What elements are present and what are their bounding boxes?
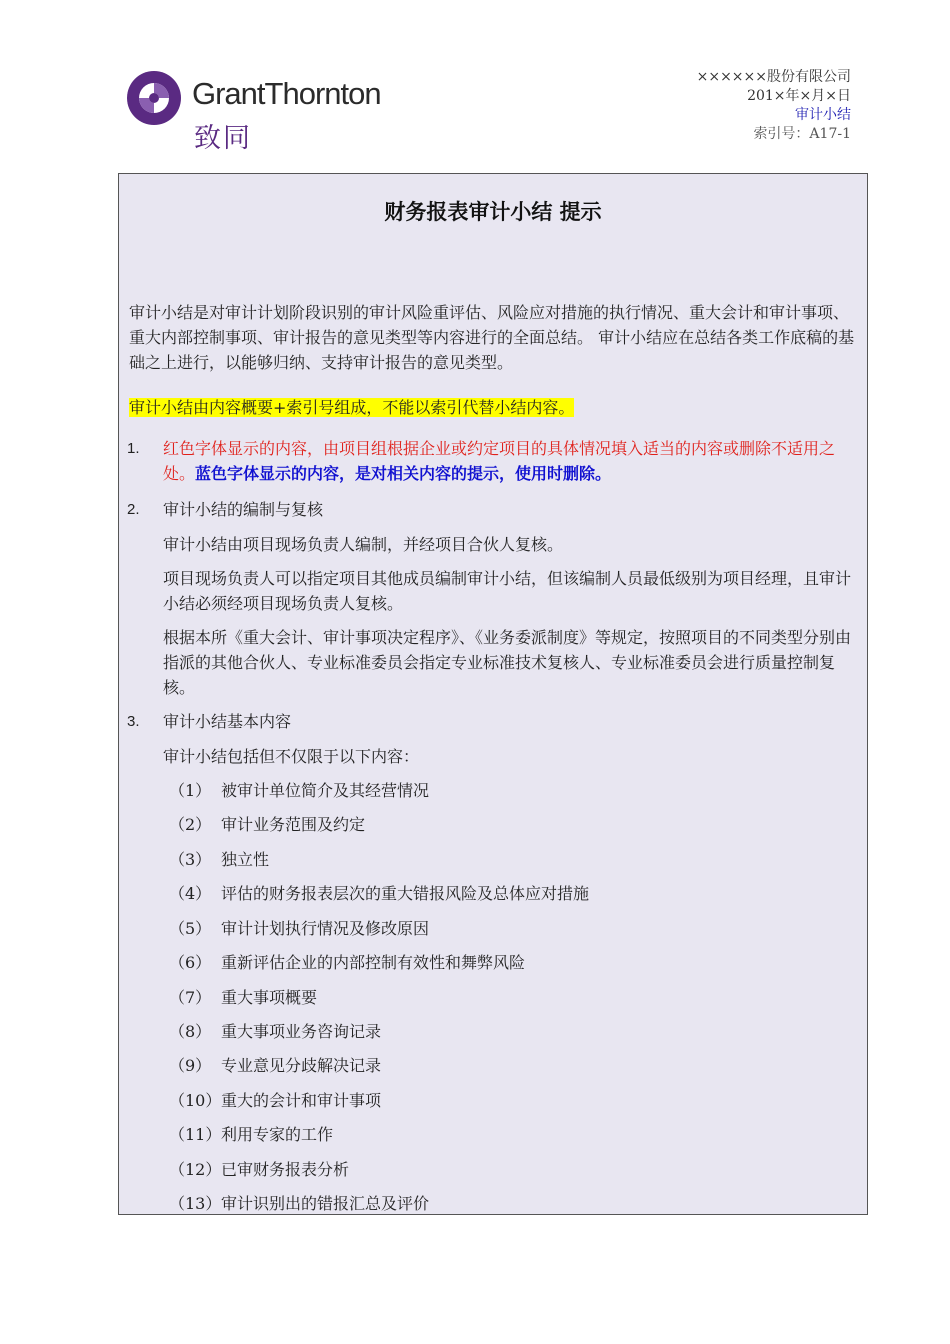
section-1-text (163, 436, 859, 486)
logo-wordmark: GrantThornton (192, 76, 381, 111)
list-item: （6） 重新评估企业的内部控制有效性和舞弊风险 (169, 953, 526, 972)
list-item: （4） 评估的财务报表层次的重大错报风险及总体应对措施 (169, 884, 590, 903)
intro-paragraph: 审计小结是对审计计划阶段识别的审计风险重评估、风险应对措施的执行情况、重大会计和审计事项、重大内部控制事项、审计报告的意见类型等内容进行的全面总结。 审计小结应在总结各类工作底稿的基础之上进行，以能够归纳、支持审计报告的意见类型。 (129, 303, 855, 372)
red-instruction: 红色字体显示的内容，由项目组根据企业或约定项目的具体情况填入适当的内容或删除不适用之处。 (163, 439, 836, 483)
list-item: （2） 审计业务范围及约定 (169, 815, 366, 834)
section-2-paragraph-1: 审计小结由项目现场负责人编制，并经项目合伙人复核。 (163, 535, 564, 554)
section-2-paragraph-2: 项目现场负责人可以指定项目其他成员编制审计小结，但该编制人员最低级别为项目经理，且审计小结必须经项目现场负责人复核。 (163, 569, 852, 613)
list-item: （13）审计识别出的错报汇总及评价 (169, 1194, 430, 1213)
document-date: 201×年×月×日 (747, 88, 851, 104)
list-item: （5） 审计计划执行情况及修改原因 (169, 919, 430, 938)
list-item: （3） 独立性 (169, 850, 270, 869)
list-item: （12）已审财务报表分析 (169, 1160, 350, 1179)
list-item: （10）重大的会计和审计事项 (169, 1091, 382, 1110)
list-item: （1） 被审计单位简介及其经营情况 (169, 781, 430, 800)
document-type: 审计小结 (795, 107, 851, 123)
section-2-paragraph-3: 根据本所《重大会计、审计事项决定程序》、《业务委派制度》等规定，按照项目的不同类型分别由指派的其他合伙人、专业标准委员会指定专业标准技术复核人、专业标准委员会进行质量控制复核。 (163, 628, 852, 697)
section-2-title: 审计小结的编制与复核 (163, 500, 324, 519)
list-item: （8） 重大事项业务咨询记录 (169, 1022, 382, 1041)
blue-instruction: 蓝色字体显示的内容，是对相关内容的提示，使用时删除。 (195, 464, 612, 483)
highlight-note-text: 审计小结由内容概要+索引号组成，不能以索引代替小结内容。 (129, 398, 575, 417)
section-3-title: 审计小结基本内容 (163, 712, 292, 731)
document-header (697, 68, 851, 144)
section-2-number: 2. (127, 501, 140, 518)
grant-thornton-logo-icon (126, 70, 182, 126)
highlight-note (129, 395, 574, 420)
page-title: 财务报表审计小结 提示 (384, 200, 602, 224)
section-1-number: 1. (127, 440, 140, 457)
section-3-number: 3. (127, 713, 140, 730)
company-logo (126, 66, 406, 154)
section-3-lead: 审计小结包括但不仅限于以下内容： (163, 747, 420, 766)
company-name: ××××××股份有限公司 (696, 69, 851, 85)
logo-chinese-name: 致同 (194, 123, 252, 154)
list-item: （11）利用专家的工作 (169, 1125, 334, 1144)
index-number: 索引号：A17-1 (753, 126, 851, 142)
list-item: （7） 重大事项概要 (169, 988, 318, 1007)
content-panel (118, 173, 868, 1215)
list-item: （9） 专业意见分歧解决记录 (169, 1056, 382, 1075)
